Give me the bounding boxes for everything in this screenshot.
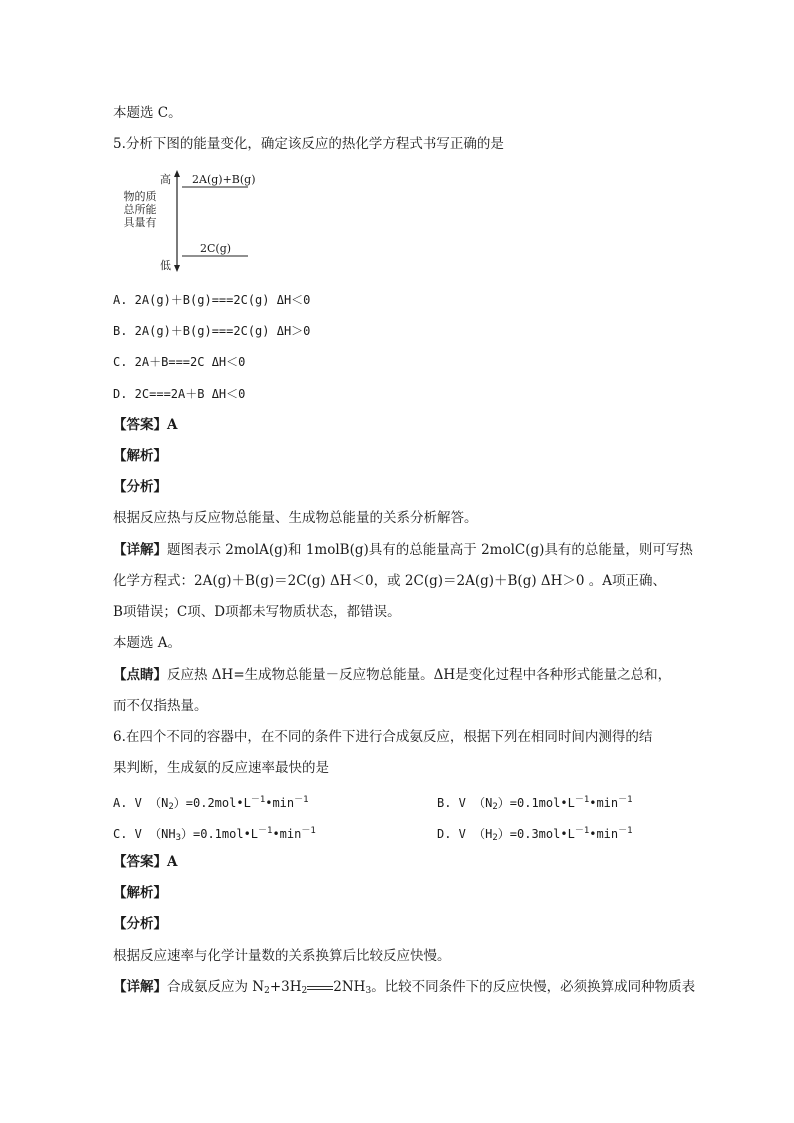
key-point-tag: 【点睛】 <box>113 667 167 683</box>
detail-tag: 【详解】 <box>113 542 167 558</box>
analysis-tag-5: 【解析】 <box>113 448 167 464</box>
vertical-axis-label: 物的质总所能具量有 <box>123 190 157 229</box>
low-label: 低 <box>160 259 171 272</box>
detail-6-line-1: 【详解】合成氨反应为 $N_2+3H_2$ $2NH_3$。比较不同条件下的反应快慢，必须换算成同种物质表 <box>113 979 696 996</box>
detail-text: 题图表示 2molA(g)和 1molB(g)具有的总能量高于 2molC(g)具有的总能量，则可写热 <box>167 542 693 558</box>
option-b: B. 2A(g)＋B(g)===2C(g) ΔH＞0 <box>113 324 311 338</box>
answer-tag: 【答案】A <box>113 417 178 433</box>
reversible-arrow-icon <box>307 984 333 992</box>
product-level-label: 2C(g) <box>200 242 232 255</box>
q6-option-a: A. V $(N_2)=0.2mol•L^{-1}•\min^{-1}$ <box>113 795 309 812</box>
fenxi-tag-6: 【分析】 <box>113 916 167 932</box>
answer-5 <box>113 415 694 435</box>
q6-options-row-2 <box>113 821 694 848</box>
fenxi-tag-5: 【分析】 <box>113 479 167 495</box>
reactant-level-label: 2A(g)+B(g) <box>192 173 256 186</box>
question-6-line-2: 果判断，生成氨的反应速率最快的是 <box>113 760 329 776</box>
q6-options-row-1 <box>113 790 694 817</box>
key-point-line-1 <box>113 665 694 685</box>
option-a: A. 2A(g)＋B(g)===2C(g) ΔH＜0 <box>113 293 311 307</box>
text-line: 本题选 A。 <box>113 635 182 651</box>
key-point-text: 反应热 ΔH=生成物总能量－反应物总能量。ΔH是变化过程中各种形式能量之总和， <box>167 667 672 683</box>
answer-6 <box>113 852 694 872</box>
key-point-line-2: 而不仅指热量。 <box>113 698 208 714</box>
answer-tag: 【答案】A <box>113 854 178 870</box>
fenxi-text-5: 根据反应热与反应物总能量、生成物总能量的关系分析解答。 <box>113 510 478 526</box>
detail-5-line-3: B项错误；C项、D项都未写物质状态，都错误。 <box>113 604 401 620</box>
fenxi-text-6: 根据反应速率与化学计量数的关系换算后比较反应快慢。 <box>113 948 451 964</box>
energy-diagram <box>123 170 270 274</box>
high-label: 高 <box>160 173 171 186</box>
text-line: 本题选 C。 <box>113 105 182 121</box>
option-c: C. 2A＋B===2C ΔH＜0 <box>113 355 246 369</box>
detail-tag: 【详解】 <box>113 979 167 995</box>
analysis-tag-6: 【解析】 <box>113 885 167 901</box>
detail-5-line-1 <box>113 540 694 560</box>
question-5: 5.分析下图的能量变化，确定该反应的热化学方程式书写正确的是 <box>113 136 504 152</box>
q6-option-c: C. V $(NH_3)=0.1mol•L^{-1}•\min^{-1}$ <box>113 826 316 843</box>
detail-5-line-2: 化学方程式：2A(g)＋B(g)＝2C(g) ΔH＜0，或 2C(g)＝2A(g)＋B(g) ΔH＞0 。A项正确、 <box>113 573 667 589</box>
q6-option-b: B. V $(N_2)=0.1mol•L^{-1}•\min^{-1}$ <box>437 795 633 812</box>
option-d: D. 2C===2A＋B ΔH＜0 <box>113 387 246 401</box>
question-6-line-1: 6.在四个不同的容器中，在不同的条件下进行合成氨反应，根据下列在相同时间内测得的结 <box>113 729 653 745</box>
q6-option-d: D. V $(H_2)=0.3mol•L^{-1}•\min^{-1}$ <box>437 826 633 843</box>
